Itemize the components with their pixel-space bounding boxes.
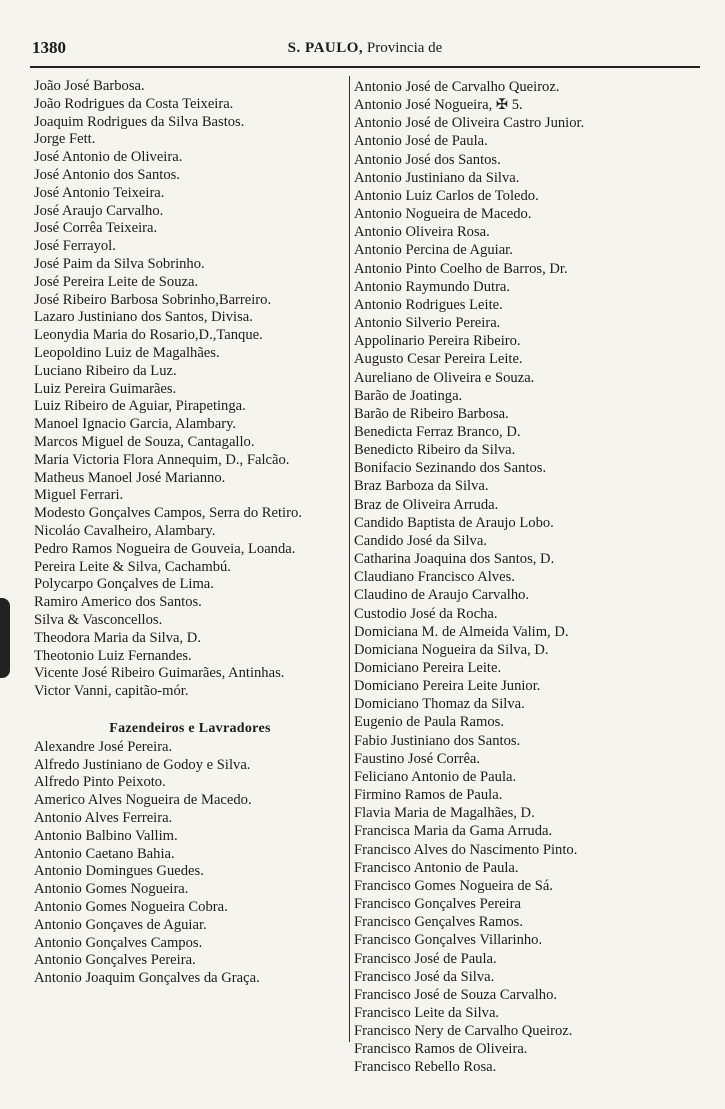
running-head-place: S. PAULO, — [287, 40, 364, 56]
directory-entry: Francisco Rebello Rosa. — [354, 1059, 497, 1076]
directory-entry: Pereira Leite & Silva, Cachambú. — [34, 558, 231, 575]
left-entries-bottom — [34, 739, 346, 988]
directory-entry: Domiciana Nogueira da Silva, D. — [354, 641, 549, 658]
directory-entry: Francisca Maria da Gama Arruda. — [354, 823, 553, 840]
directory-entry: Theotonio Luiz Fernandes. — [34, 647, 192, 664]
page-header — [30, 38, 700, 62]
directory-entry: Claudiano Francisco Alves. — [354, 569, 515, 586]
directory-entry: Bonifacio Sezinando dos Santos. — [354, 460, 547, 477]
directory-entry: Francisco José de Paula. — [354, 950, 497, 967]
directory-entry: Francisco Antonio de Paula. — [354, 859, 519, 876]
directory-entry: José Antonio Teixeira. — [34, 184, 165, 201]
directory-entry: Flavia Maria de Magalhães, D. — [354, 805, 535, 822]
column-divider — [349, 76, 350, 1042]
right-entries — [354, 78, 700, 1077]
directory-entry: Antonio José de Carvalho Queiroz. — [354, 79, 560, 95]
directory-entry: Antonio José de Oliveira Castro Junior. — [354, 115, 585, 132]
directory-entry: Antonio Rodrigues Leite. — [354, 296, 503, 313]
directory-entry: Miguel Ferrari. — [34, 487, 124, 504]
right-column — [354, 78, 700, 1077]
directory-entry: Benedicta Ferraz Branco, D. — [354, 423, 521, 440]
directory-entry: Jorge Fett. — [34, 131, 96, 148]
directory-entry: Antonio Luiz Carlos de Toledo. — [354, 187, 539, 204]
directory-entry: Eugenio de Paula Ramos. — [354, 714, 504, 731]
directory-entry: Americo Alves Nogueira de Macedo. — [34, 792, 252, 809]
directory-entry: Vicente José Ribeiro Guimarães, Antinhas. — [34, 665, 285, 682]
directory-entry: Francisco Leite da Silva. — [354, 1004, 500, 1021]
directory-entry: Antonio Joaquim Gonçalves da Graça. — [34, 970, 260, 987]
directory-entry: Candido Baptista de Araujo Lobo. — [354, 514, 554, 531]
directory-entry: Alexandre José Pereira. — [34, 738, 173, 755]
directory-entry: Manoel Ignacio Garcia, Alambary. — [34, 416, 237, 433]
directory-entry: Antonio Oliveira Rosa. — [354, 224, 490, 241]
directory-entry: Antonio Nogueira de Macedo. — [354, 206, 532, 223]
directory-entry: Antonio Silverio Pereira. — [354, 315, 501, 332]
left-column — [34, 78, 346, 988]
directory-entry: Antonio Gonçaves de Aguiar. — [34, 916, 207, 933]
directory-entry: Feliciano Antonio de Paula. — [354, 768, 517, 785]
directory-entry: Domiciana M. de Almeida Valim, D. — [354, 623, 569, 640]
page-number: 1380 — [32, 38, 66, 57]
directory-entry: José Corrêa Teixeira. — [34, 220, 158, 237]
directory-entry: Antonio Alves Ferreira. — [34, 810, 173, 827]
directory-entry: Francisco Gençalves Ramos. — [354, 914, 523, 931]
directory-entry: José Antonio dos Santos. — [34, 166, 180, 183]
left-entries-top — [34, 78, 346, 701]
directory-entry: Antonio Raymundo Dutra. — [354, 278, 511, 295]
directory-entry: Firmino Ramos de Paula. — [354, 787, 503, 804]
directory-entry: Pedro Ramos Nogueira de Gouveia, Loanda. — [34, 540, 296, 557]
directory-entry: Joaquim Rodrigues da Silva Bastos. — [34, 113, 245, 130]
directory-entry: Domiciano Pereira Leite. — [354, 660, 502, 676]
directory-entry: Francisco Gonçalves Pereira — [354, 896, 521, 913]
directory-entry: João José Barbosa. — [34, 78, 145, 94]
directory-entry: Antonio Gomes Nogueira Cobra. — [34, 899, 228, 916]
directory-entry: Francisco Gonçalves Villarinho. — [354, 932, 543, 949]
directory-entry: Benedicto Ribeiro da Silva. — [354, 442, 516, 459]
directory-entry: Francisco José da Silva. — [354, 968, 495, 985]
directory-entry: Faustino José Corrêa. — [354, 750, 481, 767]
directory-entry: Catharina Joaquina dos Santos, D. — [354, 551, 555, 568]
directory-entry: Alfredo Justiniano de Godoy e Silva. — [34, 756, 251, 773]
directory-entry: João Rodrigues da Costa Teixeira. — [34, 95, 234, 112]
directory-entry: Nicoláo Cavalheiro, Alambary. — [34, 522, 216, 539]
header-rule — [30, 66, 700, 68]
directory-entry: Lazaro Justiniano dos Santos, Divisa. — [34, 309, 253, 326]
directory-entry: Modesto Gonçalves Campos, Serra do Retiro. — [34, 505, 302, 522]
directory-entry: Antonio Justiniano da Silva. — [354, 169, 520, 186]
directory-entry: Silva & Vasconcellos. — [34, 611, 163, 628]
directory-entry: Polycarpo Gonçalves de Lima. — [34, 576, 214, 593]
directory-entry: José Ribeiro Barbosa Sobrinho,Barreiro. — [34, 291, 272, 308]
directory-entry: Antonio Domingues Guedes. — [34, 863, 204, 880]
directory-entry: Francisco Gomes Nogueira de Sá. — [354, 877, 553, 894]
directory-entry: Barão de Ribeiro Barbosa. — [354, 405, 509, 422]
directory-entry: Antonio Pinto Coelho de Barros, Dr. — [354, 260, 568, 277]
directory-entry: Aureliano de Oliveira e Souza. — [354, 369, 535, 386]
directory-entry: Antonio Gomes Nogueira. — [34, 881, 189, 898]
directory-entry: Luiz Pereira Guimarães. — [34, 380, 177, 397]
directory-entry: Domiciano Thomaz da Silva. — [354, 696, 525, 713]
directory-entry: Ramiro Americo dos Santos. — [34, 594, 202, 611]
directory-entry: Custodio José da Rocha. — [354, 605, 498, 622]
running-head-rest: Provincia de — [366, 40, 443, 56]
directory-entry: Matheus Manoel José Marianno. — [34, 469, 226, 486]
directory-entry: Leonydia Maria do Rosario,D.,Tanque. — [34, 327, 263, 344]
directory-entry: Antonio Percina de Aguiar. — [354, 242, 513, 259]
directory-entry: Luiz Ribeiro de Aguiar, Pirapetinga. — [34, 398, 246, 415]
directory-entry: Appolinario Pereira Ribeiro. — [354, 333, 521, 350]
directory-entry: Francisco José de Souza Carvalho. — [354, 986, 558, 1003]
directory-entry: José Pereira Leite de Souza. — [34, 273, 199, 290]
directory-entry: Marcos Miguel de Souza, Cantagallo. — [34, 433, 255, 450]
directory-entry: Candido José da Silva. — [354, 532, 487, 549]
directory-entry: Luciano Ribeiro da Luz. — [34, 362, 177, 379]
directory-entry: Leopoldino Luiz de Magalhães. — [34, 344, 220, 361]
section-heading: Fazendeiros e Lavradores — [109, 720, 271, 736]
directory-entry: Fabio Justiniano dos Santos. — [354, 732, 521, 749]
directory-entry: Domiciano Pereira Leite Junior. — [354, 678, 541, 695]
directory-entry: José Araujo Carvalho. — [34, 202, 164, 219]
directory-entry: Maria Victoria Flora Annequim, D., Falcão. — [34, 451, 290, 468]
directory-entry: Antonio Gonçalves Campos. — [34, 934, 203, 951]
directory-entry: Theodora Maria da Silva, D. — [34, 629, 201, 646]
directory-entry: Antonio Caetano Bahia. — [34, 845, 175, 862]
directory-entry: Claudino de Araujo Carvalho. — [354, 587, 530, 604]
directory-entry: Antonio José dos Santos. — [354, 151, 501, 168]
directory-entry: José Antonio de Oliveira. — [34, 149, 183, 166]
directory-entry: Braz de Oliveira Arruda. — [354, 496, 499, 513]
directory-entry: José Ferrayol. — [34, 238, 116, 255]
directory-entry: Braz Barboza da Silva. — [354, 478, 489, 495]
directory-entry: Antonio José Nogueira, ✠ 5. — [354, 97, 523, 114]
directory-entry: Barão de Joatinga. — [354, 387, 463, 404]
binding-mark — [0, 598, 10, 678]
directory-entry: Francisco Alves do Nascimento Pinto. — [354, 841, 578, 858]
directory-entry: José Paim da Silva Sobrinho. — [34, 255, 205, 272]
directory-entry: Alfredo Pinto Peixoto. — [34, 774, 166, 791]
directory-entry: Augusto Cesar Pereira Leite. — [354, 351, 523, 368]
running-head — [30, 40, 700, 57]
directory-entry: Victor Vanni, capitão-mór. — [34, 683, 189, 700]
directory-entry: Antonio José de Paula. — [354, 133, 488, 150]
directory-entry: Francisco Ramos de Oliveira. — [354, 1041, 528, 1058]
directory-entry: Francisco Nery de Carvalho Queiroz. — [354, 1023, 573, 1040]
directory-entry: Antonio Gonçalves Pereira. — [34, 952, 196, 969]
directory-entry: Antonio Balbino Vallim. — [34, 827, 178, 844]
